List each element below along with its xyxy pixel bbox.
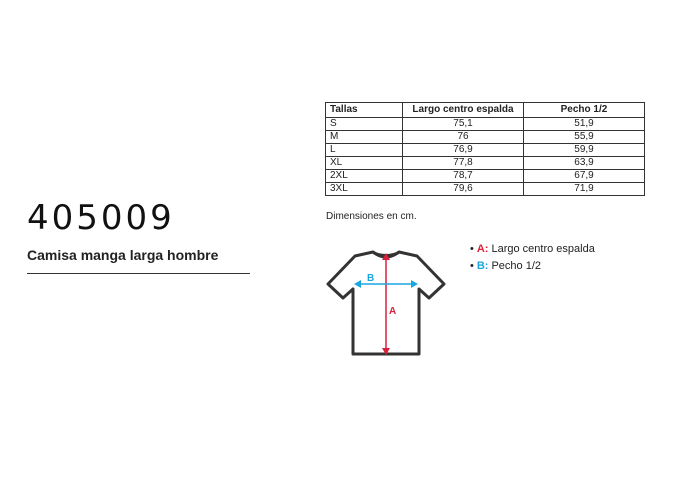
product-code: 405009 xyxy=(27,198,175,238)
chest-cell: 55,9 xyxy=(524,131,645,144)
header-sizes: Tallas xyxy=(326,103,403,118)
legend-item-b xyxy=(470,258,595,275)
bullet: • xyxy=(470,260,474,272)
table-row xyxy=(326,118,645,131)
measure-b-label: B xyxy=(367,273,375,284)
size-cell: L xyxy=(326,144,403,157)
unit-note: Dimensiones en cm. xyxy=(326,211,417,222)
length-cell: 76 xyxy=(403,131,524,144)
size-cell: 3XL xyxy=(326,183,403,196)
size-cell: M xyxy=(326,131,403,144)
table-row xyxy=(326,144,645,157)
length-cell: 78,7 xyxy=(403,170,524,183)
table-row xyxy=(326,170,645,183)
table-row xyxy=(326,157,645,170)
measurement-legend xyxy=(470,241,595,275)
chest-cell: 71,9 xyxy=(524,183,645,196)
legend-key-b: B: xyxy=(476,260,489,272)
title-divider xyxy=(27,273,250,274)
size-table xyxy=(325,102,645,196)
chest-cell: 59,9 xyxy=(524,144,645,157)
chest-cell: 67,9 xyxy=(524,170,645,183)
header-length: Largo centro espalda xyxy=(403,103,524,118)
size-cell: S xyxy=(326,118,403,131)
table-header-row xyxy=(326,103,645,118)
chest-cell: 51,9 xyxy=(524,118,645,131)
tshirt-diagram xyxy=(325,246,449,358)
legend-key-a: A: xyxy=(476,243,489,255)
header-chest: Pecho 1/2 xyxy=(524,103,645,118)
legend-text-b: Pecho 1/2 xyxy=(491,260,542,272)
size-cell: 2XL xyxy=(326,170,403,183)
measure-a-label: A xyxy=(389,306,397,317)
size-cell: XL xyxy=(326,157,403,170)
table-row xyxy=(326,131,645,144)
table-row xyxy=(326,183,645,196)
length-cell: 79,6 xyxy=(403,183,524,196)
chest-cell: 63,9 xyxy=(524,157,645,170)
legend-item-a xyxy=(470,241,595,258)
length-cell: 77,8 xyxy=(403,157,524,170)
legend-text-a: Largo centro espalda xyxy=(491,243,595,255)
product-name: Camisa manga larga hombre xyxy=(27,247,219,263)
bullet: • xyxy=(470,243,474,255)
length-cell: 76,9 xyxy=(403,144,524,157)
length-cell: 75,1 xyxy=(403,118,524,131)
measure-a-arrow xyxy=(382,253,390,355)
